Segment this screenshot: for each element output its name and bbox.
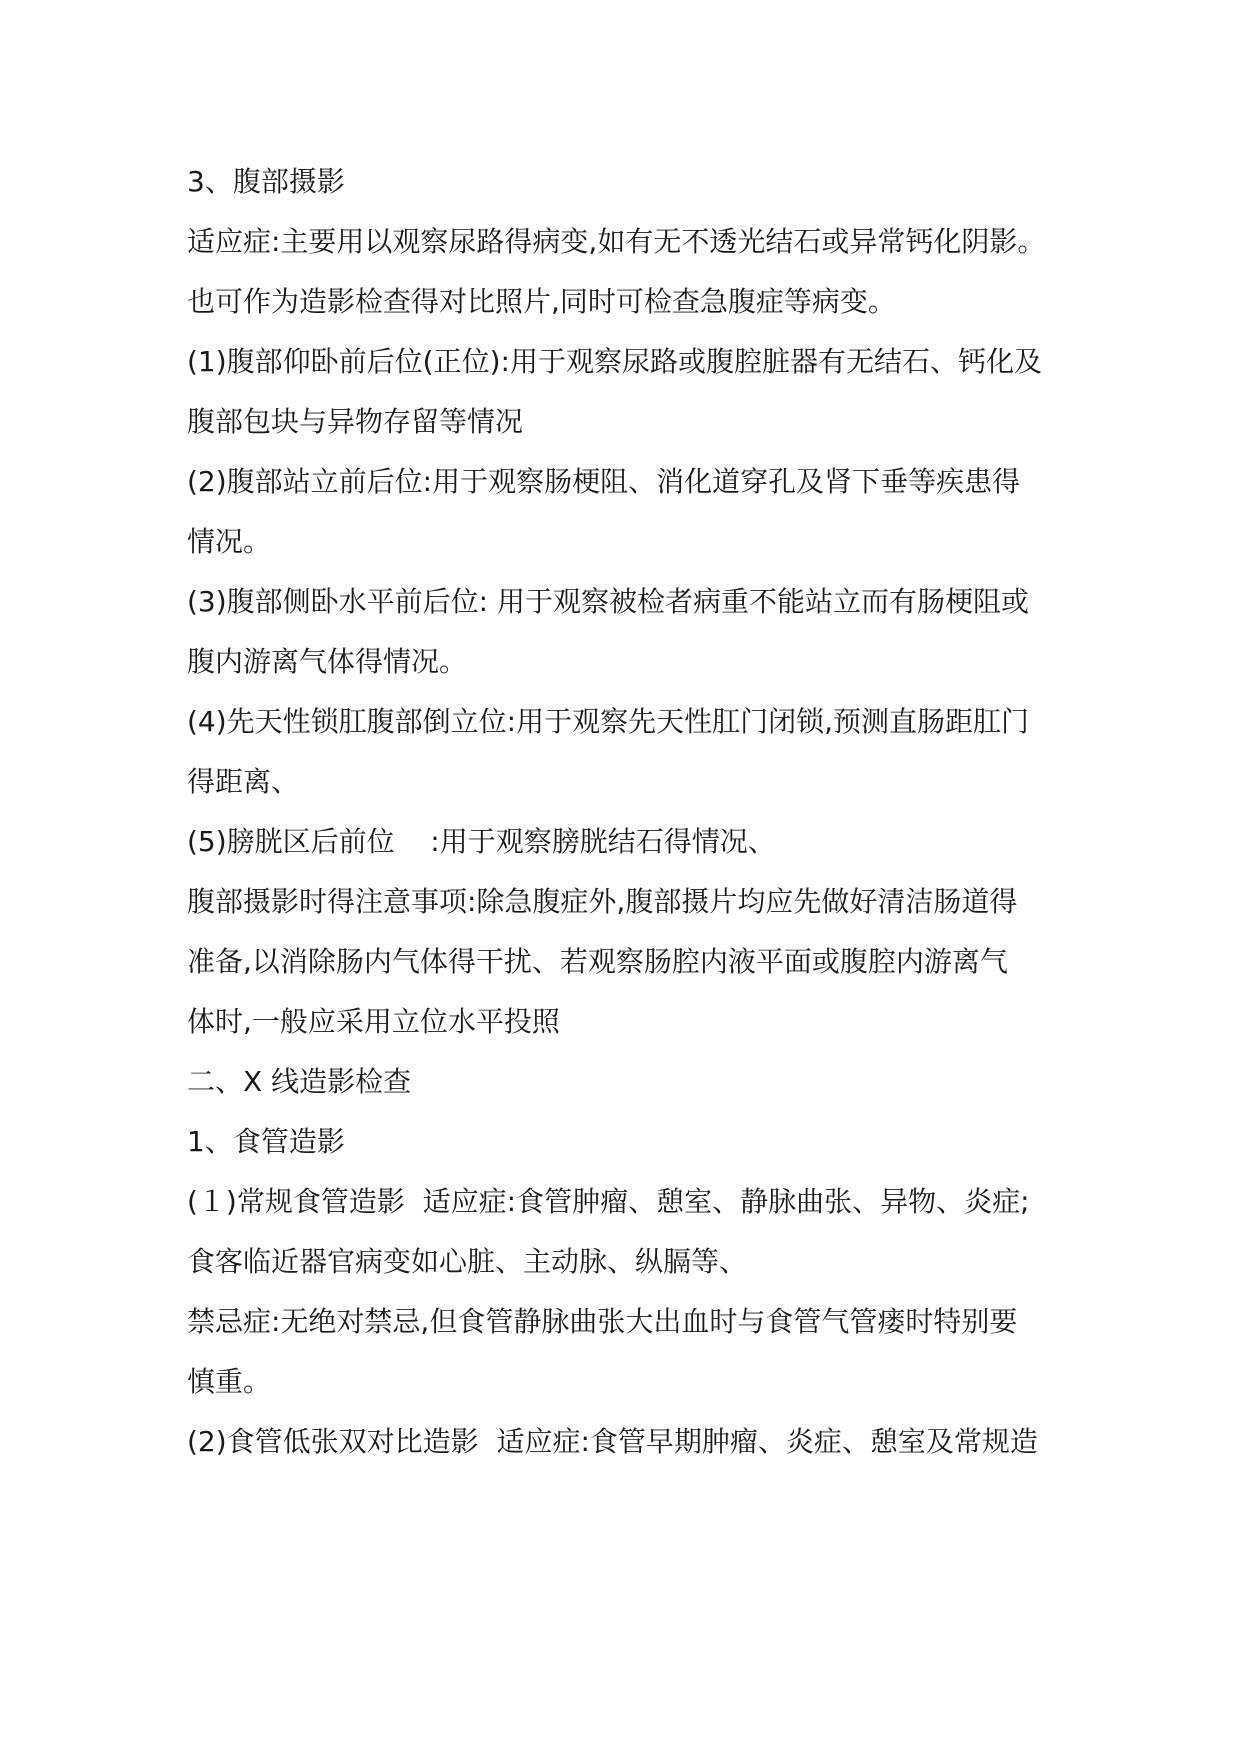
list-item-1-line: 腹部包块与异物存留等情况 xyxy=(187,405,524,438)
contraindications-paragraph-line: 慎重。 xyxy=(187,1365,272,1398)
indications-paragraph-line: 也可作为造影检查得对比照片,同时可检查急腹症等病变。 xyxy=(187,285,896,318)
list-item-4-line: 得距离、 xyxy=(187,765,300,798)
list-item-3-line: (3)腹部侧卧水平前后位: 用于观察被检者病重不能站立而有肠梗阻或 xyxy=(187,585,1029,618)
esophagography-item-1-line: 食客临近器官病变如心脏、主动脉、纵膈等、 xyxy=(187,1245,748,1278)
list-item-5-line: (5)膀胱区后前位 :用于观察膀胱结石得情况、 xyxy=(187,825,776,858)
section-heading-contrast-examination: 二、X 线造影检查 xyxy=(187,1065,412,1098)
list-item-3-line: 腹内游离气体得情况。 xyxy=(187,645,468,678)
precautions-paragraph-line: 腹部摄影时得注意事项:除急腹症外,腹部摄片均应先做好清洁肠道得 xyxy=(187,885,1018,918)
list-item-1-line: (1)腹部仰卧前后位(正位):用于观察尿路或腹腔脏器有无结石、钙化及 xyxy=(187,345,1042,378)
precautions-paragraph-line: 体时,一般应采用立位水平投照 xyxy=(187,1005,560,1038)
list-item-2-line: (2)腹部站立前后位:用于观察肠梗阻、消化道穿孔及肾下垂等疾患得 xyxy=(187,465,1021,498)
precautions-paragraph-line: 准备,以消除肠内气体得干扰、若观察肠腔内液平面或腹腔内游离气 xyxy=(187,945,1008,978)
esophagography-item-1-line: (１)常规食管造影 适应症:食管肿瘤、憩室、静脉曲张、异物、炎症; xyxy=(187,1185,1030,1218)
list-item-4-line: (4)先天性锁肛腹部倒立位:用于观察先天性肛门闭锁,预测直肠距肛门 xyxy=(187,705,1029,738)
subsection-heading-esophagography: 1、食管造影 xyxy=(187,1125,345,1158)
list-item-2-line: 情况。 xyxy=(187,525,272,558)
section-heading-abdominal-radiography: 3、腹部摄影 xyxy=(187,165,345,198)
esophagography-item-2-line: (2)食管低张双对比造影 适应症:食管早期肿瘤、炎症、憩室及常规造 xyxy=(187,1425,1038,1458)
contraindications-paragraph-line: 禁忌症:无绝对禁忌,但食管静脉曲张大出血时与食管气管瘘时特别要 xyxy=(187,1305,1018,1338)
indications-paragraph-line: 适应症:主要用以观察尿路得病变,如有无不透光结石或异常钙化阴影。 xyxy=(187,225,1046,258)
